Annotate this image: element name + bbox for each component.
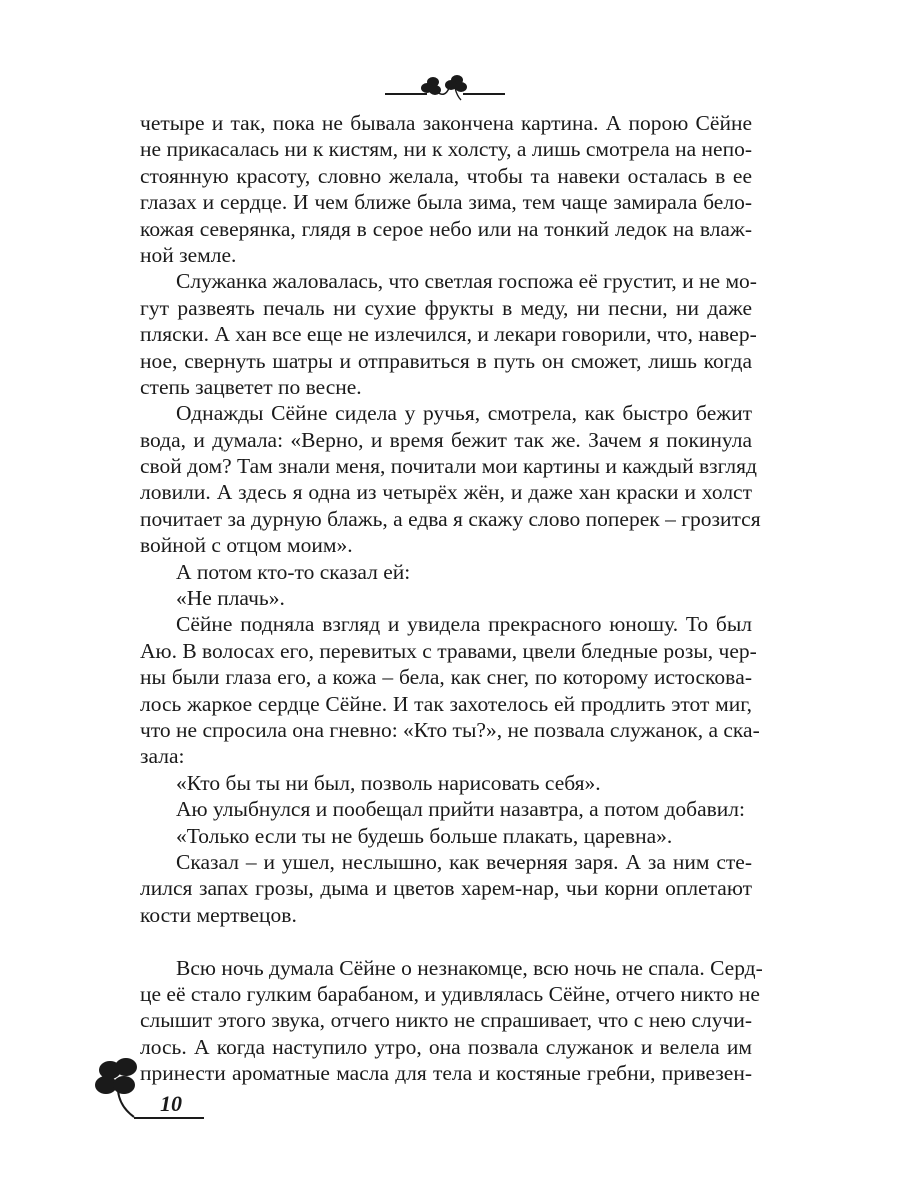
text-line: почитает за дурную блажь, а едва я скажу слово поперек – грозится xyxy=(140,506,761,531)
text-line: лось жаркое сердце Сёйне. И так захотелось ей продлить этот миг, xyxy=(140,691,752,716)
text-line: «Только если ты не будешь больше плакать, царевна». xyxy=(176,823,673,848)
text-line: гут развеять печаль ни сухие фрукты в меду, ни песни, ни даже xyxy=(140,295,752,320)
text-line: Служанка жаловалась, что светлая госпожа её грустит, и не мо- xyxy=(176,269,757,294)
text-line: зала: xyxy=(140,744,185,769)
text-line: лось. А когда наступило утро, она позвала служанок и велела им xyxy=(140,1034,752,1059)
text-line: «Не плачь». xyxy=(176,586,285,611)
text-line: вода, и думала: «Верно, и время бежит так же. Зачем я покинула xyxy=(140,427,752,452)
text-line: Однажды Сёйне сидела у ручья, смотрела, как быстро бежит xyxy=(176,401,752,426)
text-line: глазах и сердце. И чем ближе была зима, тем чаще замирала бело- xyxy=(140,190,752,215)
text-line: что не спросила она гневно: «Кто ты?», не позвала служанок, а ска- xyxy=(140,717,760,742)
bottom-clover-ornament-icon xyxy=(92,1055,212,1125)
text-line: ной земле. xyxy=(140,242,237,267)
text-line: четыре и так, пока не бывала закончена картина. А порою Сёйне xyxy=(140,111,752,135)
text-line: свой дом? Там знали меня, почитали мои картины и каждый взгляд xyxy=(140,454,757,479)
text-line: ловили. А здесь я одна из четырёх жён, и даже хан краски и холст xyxy=(140,480,752,505)
text-line: Всю ночь думала Сёйне о незнакомце, всю ночь не спала. Серд- xyxy=(176,955,763,980)
page-body-text xyxy=(140,110,763,1086)
text-line: войной с отцом моим». xyxy=(140,533,353,558)
text-line: не прикасалась ни к кистям, ни к холсту, а лишь смотрела на непо- xyxy=(140,137,752,162)
text-line: ны были глаза его, а кожа – бела, как снег, по которому истосковa- xyxy=(140,665,752,690)
top-clover-ornament-icon xyxy=(385,68,505,104)
text-line: кости мертвецов. xyxy=(140,902,297,927)
text-line: Сёйне подняла взгляд и увидела прекрасного юношу. То был xyxy=(176,612,752,637)
text-line: принести ароматные масла для тела и костяные гребни, привезен- xyxy=(140,1061,752,1086)
text-line: Сказал – и ушел, неслышно, как вечерняя заря. А за ним сте- xyxy=(176,849,752,874)
text-line: Аю. В волосах его, перевитых с травами, цвели бледные розы, чер- xyxy=(140,638,757,663)
blank-line xyxy=(140,928,752,954)
text-line: степь зацветет по весне. xyxy=(140,374,362,399)
text-line: ное, свернуть шатры и отправиться в путь он сможет, лишь когда xyxy=(140,348,752,373)
text-line: кожая северянка, глядя в серое небо или на тонкий ледок на влаж- xyxy=(140,216,752,241)
text-line: А потом кто-то сказал ей: xyxy=(176,559,411,584)
text-line: стоянную красоту, словно желала, чтобы та навеки осталась в ее xyxy=(140,163,752,188)
page-number: 10 xyxy=(160,1091,182,1116)
text-line: це её стало гулким барабаном, и удивлялась Сёйне, отчего никто не xyxy=(140,981,760,1006)
text-line: Аю улыбнулся и пообещал прийти назавтра, а потом добавил: xyxy=(176,797,746,822)
text-line: пляски. А хан все еще не излечился, и лекари говорили, что, навер- xyxy=(140,322,757,347)
text-line: «Кто бы ты ни был, позволь нарисовать себя». xyxy=(176,770,601,795)
text-line: слышит этого звука, отчего никто не спрашивает, что с нею случи- xyxy=(140,1008,752,1033)
text-line: лился запах грозы, дыма и цветов харем-нар, чьи корни оплетают xyxy=(140,876,752,901)
